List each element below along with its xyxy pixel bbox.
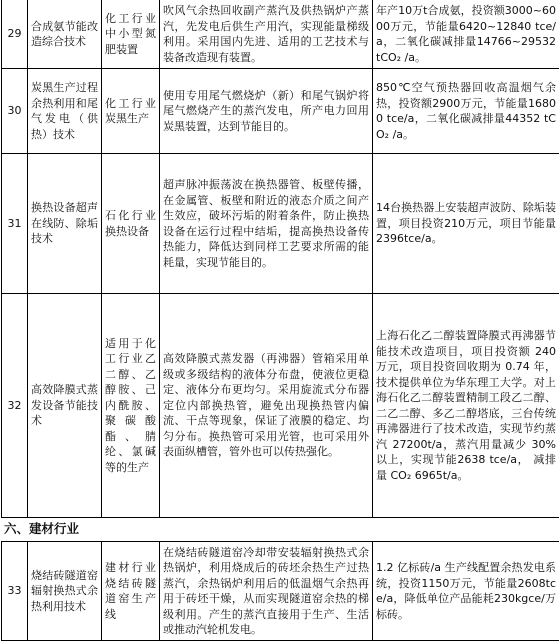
technology-content: 使用专用尾气燃烧炉（新）和尾气锅炉将尾气燃烧产生的蒸汽发电，所产电力回用炭黑装置，达到节能目的。 bbox=[160, 69, 373, 154]
technology-content: 吹风气余热回收副产蒸汽及供热锅炉产蒸汽，先发电后供生产用汽，实现能量梯级利用。采用国内先进、适用的工艺技术与装备改造现有装置。 bbox=[160, 0, 373, 69]
technology-content: 在烧结砖隧道窑冷却带安装辐射换热式余热锅炉，利用烧成后的砖坯余热生产过热蒸汽，余热锅炉利用后的低温烟气余热再用于砖坯干燥，从而实现隧道窑余热的梯级利用。产生的蒸汽直接用于生产、生活或推动汽轮机发电。 bbox=[160, 542, 373, 641]
application-case: 14台换热器上安装超声波防、除垢装置，项目投资210万元，项目节能量2396tce/a。 bbox=[373, 154, 559, 294]
row-number: 29 bbox=[2, 0, 28, 69]
technology-name: 合成氨节能改造综合技术 bbox=[28, 0, 102, 69]
application-case: 年产10万t合成氨，投资额3000~6000万元，节能量6420~12840 tce/a，二氧化碳减排量14766~29532 tCO₂ /a。 bbox=[373, 0, 559, 69]
table-row bbox=[2, 294, 559, 518]
row-number: 32 bbox=[2, 294, 28, 518]
technology-name: 高效降膜式蒸发设备节能技术 bbox=[28, 294, 102, 518]
technology-content: 超声脉冲振荡波在换热器管、板壁传播，在金属管、板壁和附近的液态介质之间产生效应，破坏污垢的附着条件，防止换热设备在运行过程中结垢，提高换热设备传热能力，降低达到同样工艺要求所需的能耗量，实现节能目的。 bbox=[160, 154, 373, 294]
section-heading: 六、建材行业 bbox=[4, 518, 79, 540]
application-scope: 化工行业炭黑生产 bbox=[102, 69, 160, 154]
technology-name: 换热设备超声在线防、除垢技术 bbox=[28, 154, 102, 294]
technology-table-chemical bbox=[1, 0, 559, 518]
application-case: 850℃空气预热器回收高温烟气余热，投资额2900万元，节能量16800 tce/a，二氧化碳减排量44352 tCO₂ /a。 bbox=[373, 69, 559, 154]
application-scope: 适用于化工行业乙二醇、乙醇胺、己内酰胺、聚碳酸酯、腈纶、氯碱等的生产 bbox=[102, 294, 160, 518]
row-number: 31 bbox=[2, 154, 28, 294]
application-scope: 石化行业换热设备 bbox=[102, 154, 160, 294]
technology-name: 烧结砖隧道窑辐射换热式余热利用技术 bbox=[28, 542, 102, 641]
table-row bbox=[2, 69, 559, 154]
table-row bbox=[2, 154, 559, 294]
technology-table-building-materials bbox=[1, 541, 559, 641]
application-scope: 化工行业中小型氮肥装置 bbox=[102, 0, 160, 69]
table-row bbox=[2, 542, 559, 641]
row-number: 33 bbox=[2, 542, 28, 641]
application-scope: 建材行业烧结砖隧道窑生产线 bbox=[102, 542, 160, 641]
application-case: 上海石化乙二醇装置降膜式再沸器节能技术改造项目，项目投资额 240 万元，项目投资回收期为 0.74 年，技术提供单位为华东理工大学。对上海石化乙二醇装置精制工段乙二醇、二乙二醇、多乙二醇塔底，三台传统再沸器进行了技术改造，实现节约蒸汽 27200t/a，蒸汽用量减少 30%以上，实现节能2638 tce/a， 减排量 CO₂ 6965t/a。 bbox=[373, 294, 559, 518]
technology-name: 炭黑生产过程余热利用和尾气发电（供热）技术 bbox=[28, 69, 102, 154]
table-row bbox=[2, 0, 559, 69]
technology-content: 高效降膜式蒸发器（再沸器）管箱采用单级或多级结构的液体分布盘，使液位更稳定、液体分布更均匀。采用旋流式分布器定位内部换热管，避免出现换热管内偏流、干点等现象，保证了液膜的稳定、均匀分布。换热管可采用光管，也可采用外表面纵槽管，管外也可以传热强化。 bbox=[160, 294, 373, 518]
application-case: 1.2 亿标砖/a 生产线配置余热发电系统，投资1150万元，节能量2608tce/a，降低单位产品能耗230kgce/万标砖。 bbox=[373, 542, 559, 641]
row-number: 30 bbox=[2, 69, 28, 154]
